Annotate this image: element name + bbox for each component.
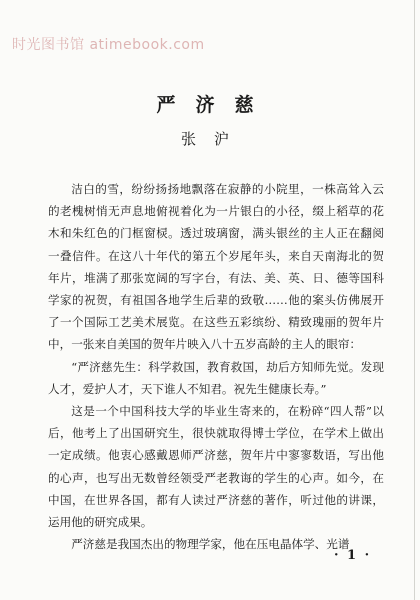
paragraph-1: 洁白的雪，纷纷扬扬地飘落在寂静的小院里，一株高耸入云的老槐树悄无声息地俯视着化为一片银白的小径，缀上稻草的花木和朱红色的门框窗棂。透过玻璃窗，满头银丝的主人正在翻阅一叠信件。在这八十年代的第五个岁尾年头，来自天南海北的贺年片，堆满了那张宽阔的写字台，有法、美、英、日、德等国科学家的祝贺，有祖国各地学生后辈的致敬……他的案头仿佛展开了一个国际工艺美术展览。在这些五彩缤纷、精致瑰丽的贺年片中，一张来自美国的贺年片映入八十五岁高龄的主人的眼帘： — [48, 182, 384, 352]
author-name: 张沪 — [180, 130, 247, 148]
page-edge-divider — [414, 0, 415, 600]
page-title: 严济慈 — [156, 94, 274, 116]
watermark-text: 时光图书馆 atimebook.com — [12, 37, 205, 53]
paragraph-3: 这是一个中国科技大学的毕业生寄来的，在粉碎“四人帮”以后，他考上了出国研究生，很快就取得博士学位，在学术上做出一定成绩。他衷心感戴恩师严济慈，贺年片中寥寥数语，写出他的心声，也写出无数曾经领受严老教诲的学生的心声。如今，在中国，在世界各国，都有人读过严济慈的著作，听过他的讲课，运用他的研究成果。 — [48, 404, 384, 530]
body-text — [48, 178, 384, 555]
page-number: · 1 · — [334, 548, 372, 563]
paragraph-2-quote: “严济慈先生：科学救国，教育救国，劫后方知师先觉。发现人才，爱护人才，天下谁人不知君。祝先生健康长寿。” — [48, 359, 384, 396]
paragraph-4: 严济慈是我国杰出的物理学家，他在压电晶体学、光谱 — [71, 537, 350, 552]
